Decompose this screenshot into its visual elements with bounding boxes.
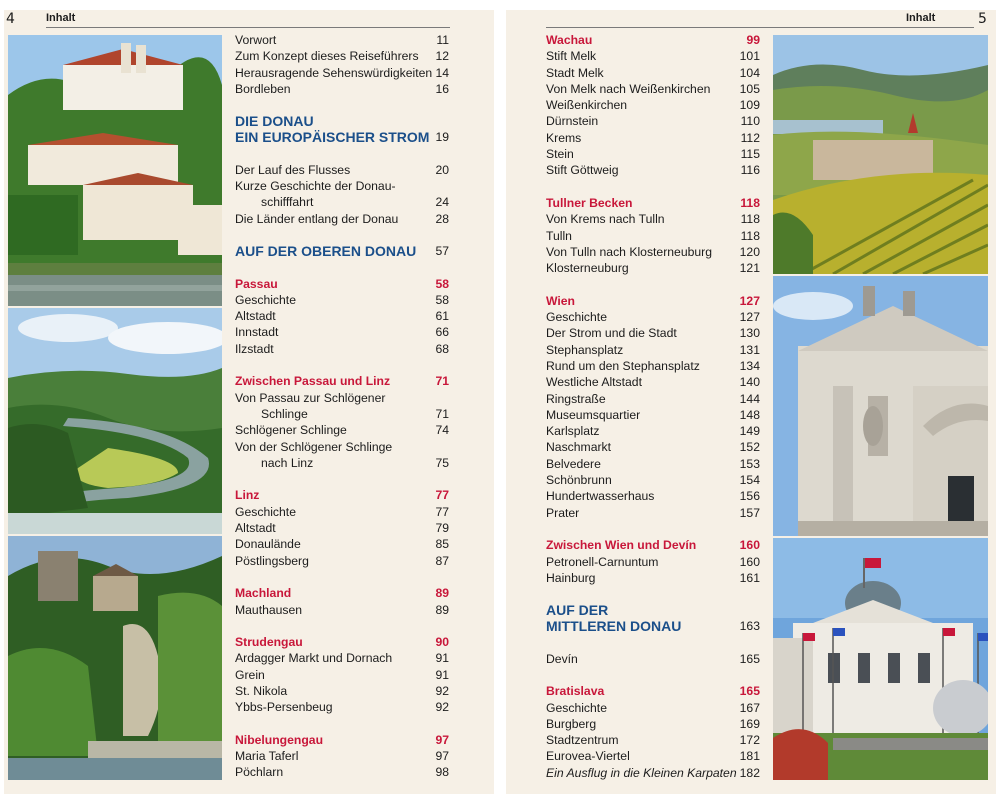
toc-entry-title: Von Passau zur Schlögener (235, 390, 386, 405)
toc-page-number: 12 (435, 49, 449, 64)
toc-page-number: 161 (739, 570, 760, 585)
toc-entry-title: Stift Göttweig (546, 163, 619, 178)
toc-page-number: 85 (435, 537, 449, 552)
toc-section-heading[interactable] (235, 373, 449, 389)
toc-page-number: 71 (435, 406, 449, 421)
toc-entry[interactable] (235, 439, 449, 455)
toc-entry[interactable] (235, 341, 449, 357)
toc-entry[interactable] (546, 407, 760, 423)
toc-entry-title: Belvedere (546, 456, 601, 471)
toc-entry-title: Prater (546, 505, 580, 520)
toc-page-number: 79 (435, 521, 449, 536)
toc-entry[interactable] (546, 211, 760, 227)
toc-page-number: 181 (739, 749, 760, 764)
toc-part-heading[interactable] (235, 113, 449, 145)
toc-entry[interactable] (546, 342, 760, 358)
toc-entry[interactable] (546, 765, 760, 781)
toc-entry-title: Ringstraße (546, 391, 606, 406)
toc-spacer (546, 634, 760, 650)
toc-entry-title: Hundertwasserhaus (546, 489, 655, 504)
toc-entry-title: Vorwort (235, 33, 277, 47)
toc-entry[interactable] (546, 146, 760, 162)
table-of-contents-right (546, 32, 760, 781)
toc-entry-title: Ardagger Markt und Dornach (235, 651, 393, 666)
toc-entry-title: Geschichte (546, 700, 607, 715)
toc-entry[interactable] (235, 162, 449, 178)
toc-entry[interactable] (235, 292, 449, 308)
toc-entry-title: Altstadt (235, 309, 276, 324)
toc-entry[interactable] (235, 81, 449, 97)
toc-entry[interactable] (235, 48, 449, 64)
toc-page-number: 169 (739, 716, 760, 731)
toc-entry[interactable] (235, 504, 449, 520)
toc-entry[interactable] (235, 178, 449, 194)
photo-bratislava (773, 538, 988, 780)
toc-page-number: 66 (435, 325, 449, 340)
toc-entry-title: Schlinge (261, 406, 308, 421)
toc-entry-title: Stein (546, 147, 574, 162)
toc-section-heading[interactable] (235, 585, 449, 601)
toc-page-number: 121 (739, 261, 760, 276)
toc-entry-title: Westliche Altstadt (546, 375, 642, 390)
toc-page-number: 71 (435, 374, 449, 389)
toc-spacer (235, 716, 449, 732)
toc-spacer (235, 618, 449, 634)
toc-entry[interactable] (546, 456, 760, 472)
photo-wachau (773, 35, 988, 274)
toc-page-number: 144 (739, 391, 760, 406)
header-rule (546, 27, 974, 28)
running-header: Inhalt (46, 12, 76, 24)
toc-entry-title: Machland (235, 586, 292, 601)
toc-part-heading[interactable] (546, 602, 760, 634)
toc-entry-title: Maria Taferl (235, 749, 299, 764)
toc-page-number: 160 (739, 538, 760, 553)
toc-entry-title: Strudengau (235, 635, 303, 650)
photo-schloegener-schlinge (8, 308, 222, 534)
toc-entry-title: Devín (546, 651, 578, 666)
toc-entry[interactable] (235, 324, 449, 340)
toc-page-number: 127 (739, 293, 760, 308)
toc-entry-title: Wien (546, 293, 576, 308)
toc-entry[interactable] (235, 32, 449, 48)
left-page (4, 10, 494, 794)
toc-spacer (546, 179, 760, 195)
toc-part-heading-line: EIN EUROPÄISCHER STROM (235, 129, 430, 146)
toc-entry[interactable] (546, 374, 760, 390)
toc-part-heading-line: AUF DER OBEREN DONAU (235, 243, 417, 260)
toc-entry-title: Geschichte (235, 504, 296, 519)
toc-entry-title: Petronell-Carnuntum (546, 554, 659, 569)
toc-entry[interactable] (546, 716, 760, 732)
toc-entry-title: Linz (235, 488, 260, 503)
toc-entry[interactable] (235, 406, 449, 422)
toc-entry[interactable] (546, 488, 760, 504)
table-of-contents-left (235, 32, 449, 781)
toc-entry[interactable] (546, 700, 760, 716)
toc-entry[interactable] (235, 65, 449, 81)
toc-entry[interactable] (235, 683, 449, 699)
toc-page-number: 116 (740, 163, 760, 178)
toc-entry-title: St. Nikola (235, 683, 288, 698)
toc-entry-title: Tullner Becken (546, 195, 633, 210)
toc-entry[interactable] (546, 439, 760, 455)
toc-page-number: 156 (739, 489, 760, 504)
toc-page-number: 61 (435, 309, 449, 324)
toc-spacer (235, 357, 449, 373)
toc-entry-title: Dürnstein (546, 114, 599, 129)
toc-page-number: 149 (739, 424, 760, 439)
toc-entry-title: Ein Ausflug in die Kleinen Karpaten (546, 765, 737, 780)
toc-entry[interactable] (546, 748, 760, 764)
toc-entry-title: Burgberg (546, 716, 597, 731)
toc-entry-title: Mauthausen (235, 602, 303, 617)
right-page (506, 10, 996, 794)
toc-page-number: 165 (739, 684, 760, 699)
toc-entry[interactable] (235, 602, 449, 618)
toc-page-number: 97 (435, 749, 449, 764)
toc-page-number: 167 (739, 700, 760, 715)
toc-entry-title: Altstadt (235, 521, 276, 536)
toc-section-heading[interactable] (235, 732, 449, 748)
toc-entry-title: Tulln (546, 228, 572, 243)
toc-page-number: 172 (739, 733, 760, 748)
toc-page-number: 148 (739, 407, 760, 422)
toc-entry-title: Passau (235, 276, 278, 291)
toc-entry[interactable] (546, 472, 760, 488)
toc-entry-title: Weißenkirchen (546, 98, 628, 113)
toc-page-number: 163 (739, 619, 760, 634)
toc-entry-title: Schönbrunn (546, 473, 612, 488)
toc-entry-title: Donaulände (235, 537, 301, 552)
toc-page-number: 127 (739, 310, 760, 325)
toc-entry[interactable] (546, 423, 760, 439)
toc-entry[interactable] (546, 309, 760, 325)
toc-entry[interactable] (546, 554, 760, 570)
running-header: Inhalt (906, 12, 936, 24)
toc-entry[interactable] (546, 130, 760, 146)
photo-passau (8, 35, 222, 306)
toc-page-number: 134 (739, 358, 760, 373)
toc-page-number: 99 (746, 33, 760, 47)
toc-entry-title: Stadtzentrum (546, 733, 619, 748)
toc-entry[interactable] (235, 764, 449, 780)
header-rule (46, 27, 450, 28)
toc-page-number: 153 (739, 456, 760, 471)
toc-entry[interactable] (235, 308, 449, 324)
toc-entry[interactable] (235, 211, 449, 227)
photo-wien (773, 276, 988, 536)
toc-entry-title: Pöchlarn (235, 765, 284, 780)
toc-entry-title: Rund um den Stephansplatz (546, 358, 700, 373)
toc-spacer (546, 276, 760, 292)
toc-entry[interactable] (235, 455, 449, 471)
page-number: 4 (6, 11, 15, 27)
toc-spacer (546, 521, 760, 537)
toc-entry-title: Stadt Melk (546, 65, 604, 80)
toc-entry[interactable] (235, 667, 449, 683)
toc-entry[interactable] (546, 570, 760, 586)
toc-entry-title: Nibelungengau (235, 732, 324, 747)
toc-entry-title: Der Strom und die Stadt (546, 326, 677, 341)
toc-entry-title: Grein (235, 667, 265, 682)
toc-page-number: 118 (740, 228, 760, 243)
toc-entry[interactable] (546, 244, 760, 260)
photo-strudengau (8, 536, 222, 780)
toc-entry-title: Der Lauf des Flusses (235, 162, 351, 177)
toc-entry[interactable] (235, 422, 449, 438)
toc-entry-title: Klosterneuburg (546, 261, 629, 276)
toc-part-heading-line: DIE DONAU (235, 113, 314, 130)
toc-entry[interactable] (546, 162, 760, 178)
toc-spacer (235, 145, 449, 161)
toc-page-number: 98 (435, 765, 449, 780)
toc-entry[interactable] (235, 553, 449, 569)
toc-section-heading[interactable] (546, 683, 760, 699)
toc-page-number: 24 (435, 195, 449, 210)
toc-entry-title: Die Länder entlang der Donau (235, 211, 399, 226)
toc-entry-title: Von Krems nach Tulln (546, 212, 665, 227)
toc-entry[interactable] (546, 65, 760, 81)
toc-section-heading[interactable] (235, 276, 449, 292)
toc-entry[interactable] (546, 651, 760, 667)
toc-entry-title: Naschmarkt (546, 440, 612, 455)
toc-page-number: 101 (739, 49, 760, 64)
toc-entry-title: Ybbs-Persenbeug (235, 700, 333, 715)
toc-spacer (235, 227, 449, 243)
toc-entry[interactable] (546, 228, 760, 244)
toc-entry[interactable] (235, 194, 449, 210)
toc-page-number: 16 (435, 81, 449, 96)
toc-entry-title: Wachau (546, 33, 593, 47)
toc-page-number: 109 (739, 98, 760, 113)
toc-page-number: 92 (435, 683, 449, 698)
toc-page-number: 11 (436, 33, 449, 47)
toc-entry-title: Innstadt (235, 325, 279, 340)
toc-entry-title: Hainburg (546, 570, 596, 585)
toc-entry[interactable] (546, 358, 760, 374)
toc-entry-title: Stephansplatz (546, 342, 624, 357)
toc-entry-title: Museumsquartier (546, 407, 641, 422)
toc-section-heading[interactable] (546, 537, 760, 553)
toc-entry[interactable] (235, 699, 449, 715)
toc-page-number: 87 (435, 553, 449, 568)
toc-spacer (235, 471, 449, 487)
toc-entry-title: Pöstlingsberg (235, 553, 309, 568)
toc-page-number: 152 (739, 440, 760, 455)
toc-section-heading[interactable] (235, 487, 449, 503)
toc-page-number: 20 (435, 162, 449, 177)
toc-entry-title: schifffahrt (261, 195, 314, 210)
toc-spacer (546, 586, 760, 602)
toc-entry[interactable] (235, 390, 449, 406)
toc-page-number: 92 (435, 700, 449, 715)
toc-page-number: 157 (739, 505, 760, 520)
toc-page-number: 89 (435, 602, 449, 617)
toc-page-number: 77 (435, 504, 449, 519)
toc-page-number: 105 (739, 81, 760, 96)
toc-section-heading[interactable] (546, 195, 760, 211)
toc-page-number: 89 (435, 586, 449, 601)
page-number: 5 (978, 11, 987, 27)
toc-section-heading[interactable] (546, 32, 760, 48)
toc-entry-title: Geschichte (235, 292, 296, 307)
toc-entry-title: Von Tulln nach Klosterneuburg (546, 244, 712, 259)
toc-page-number: 110 (740, 114, 760, 129)
toc-entry[interactable] (235, 748, 449, 764)
toc-page-number: 57 (435, 244, 449, 259)
toc-section-heading[interactable] (235, 634, 449, 650)
toc-page-number: 120 (739, 244, 760, 259)
toc-page-number: 19 (435, 130, 449, 145)
toc-entry[interactable] (546, 48, 760, 64)
toc-entry-title: Schlögener Schlinge (235, 423, 347, 438)
toc-entry-title: Herausragende Sehenswürdigkeiten (235, 65, 433, 80)
toc-spacer (235, 97, 449, 113)
toc-entry-title: Karlsplatz (546, 424, 600, 439)
toc-entry-title: Stift Melk (546, 49, 597, 64)
toc-page-number: 91 (435, 667, 449, 682)
toc-page-number: 75 (435, 455, 449, 470)
toc-entry[interactable] (235, 520, 449, 536)
toc-page-number: 118 (740, 195, 760, 210)
toc-section-heading[interactable] (546, 293, 760, 309)
toc-page-number: 165 (739, 651, 760, 666)
toc-page-number: 90 (435, 635, 449, 650)
toc-entry[interactable] (546, 97, 760, 113)
toc-spacer (235, 259, 449, 275)
toc-part-heading[interactable] (235, 243, 449, 259)
toc-page-number: 118 (740, 212, 760, 227)
toc-entry-title: Ilzstadt (235, 341, 274, 356)
toc-entry-title: Von der Schlögener Schlinge (235, 439, 393, 454)
toc-page-number: 140 (739, 375, 760, 390)
toc-page-number: 160 (739, 554, 760, 569)
toc-entry-title: Bordleben (235, 81, 291, 96)
toc-entry-title: Zwischen Wien und Devín (546, 538, 697, 553)
toc-entry-title: Kurze Geschichte der Donau- (235, 179, 396, 194)
toc-part-heading-line: MITTLEREN DONAU (546, 618, 682, 635)
toc-spacer (546, 667, 760, 683)
toc-page-number: 77 (435, 488, 449, 503)
toc-page-number: 28 (435, 211, 449, 226)
toc-page-number: 130 (739, 326, 760, 341)
toc-page-number: 154 (739, 473, 760, 488)
toc-page-number: 58 (435, 276, 449, 291)
toc-page-number: 182 (739, 765, 760, 780)
toc-entry[interactable] (235, 650, 449, 666)
toc-page-number: 104 (739, 65, 760, 80)
toc-page-number: 115 (740, 147, 760, 162)
toc-spacer (235, 569, 449, 585)
toc-page-number: 97 (435, 732, 449, 747)
toc-page-number: 58 (435, 292, 449, 307)
toc-entry-title: Zum Konzept dieses Reiseführers (235, 49, 419, 64)
toc-entry[interactable] (546, 505, 760, 521)
toc-page-number: 14 (435, 65, 449, 80)
toc-page-number: 91 (435, 651, 449, 666)
toc-entry-title: nach Linz (261, 455, 314, 470)
toc-entry[interactable] (546, 113, 760, 129)
toc-entry-title: Geschichte (546, 310, 607, 325)
toc-page-number: 131 (739, 342, 760, 357)
toc-page-number: 74 (435, 423, 449, 438)
toc-entry[interactable] (546, 391, 760, 407)
toc-entry[interactable] (546, 260, 760, 276)
toc-entry-title: Bratislava (546, 684, 605, 699)
toc-part-heading-line: AUF DER (546, 602, 609, 619)
toc-page-number: 112 (740, 130, 760, 145)
toc-entry[interactable] (546, 81, 760, 97)
toc-entry[interactable] (546, 325, 760, 341)
toc-entry-title: Krems (546, 130, 582, 145)
toc-entry[interactable] (546, 732, 760, 748)
toc-entry[interactable] (235, 536, 449, 552)
toc-page-number: 68 (435, 341, 449, 356)
toc-entry-title: Eurovea-Viertel (546, 749, 630, 764)
toc-entry-title: Von Melk nach Weißenkirchen (546, 81, 711, 96)
toc-entry-title: Zwischen Passau und Linz (235, 374, 391, 389)
